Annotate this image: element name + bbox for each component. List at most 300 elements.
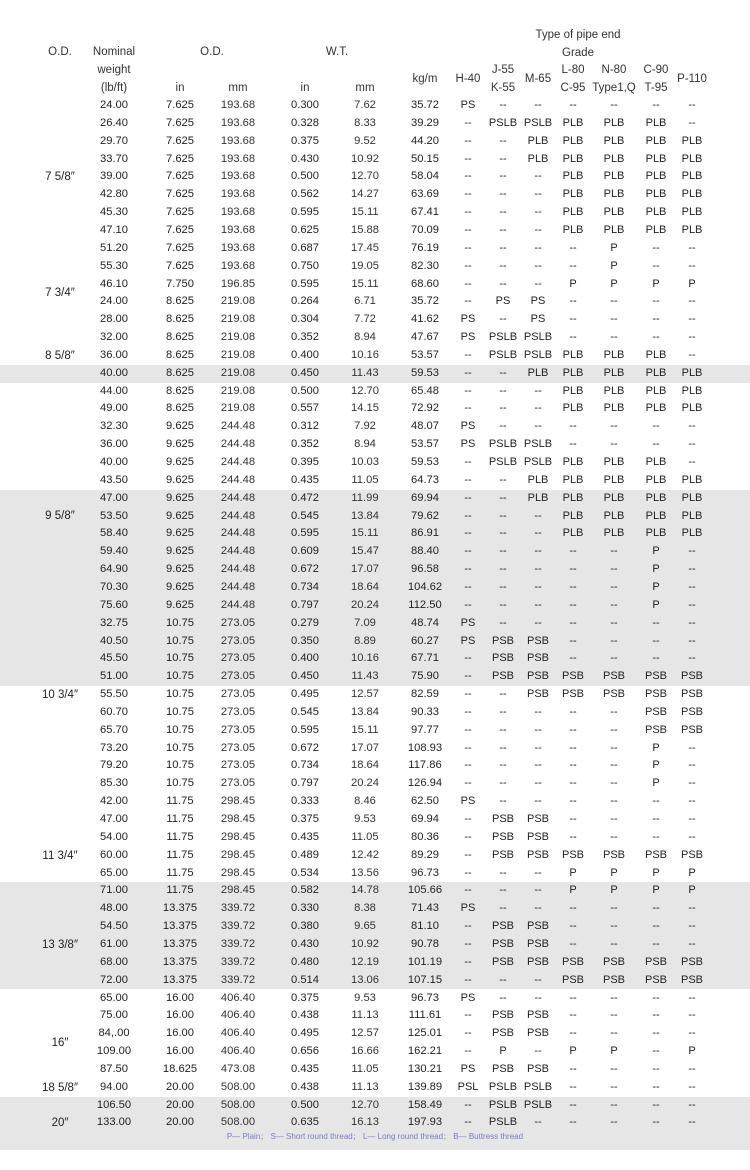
cell-wt-in: 0.595 <box>291 527 319 540</box>
table-row <box>0 115 750 133</box>
cell-l80: P <box>569 884 577 897</box>
od-label: 20″ <box>51 1117 69 1130</box>
cell-h40: -- <box>464 384 472 397</box>
cell-nominal-weight: 51.00 <box>100 670 128 683</box>
cell-h40: -- <box>464 830 472 843</box>
table-row <box>0 686 750 704</box>
cell-l80: PLB <box>562 509 584 522</box>
cell-h40: -- <box>464 848 472 861</box>
header-grade-type1q: Type1,Q <box>592 82 636 94</box>
cell-p110: PLB <box>681 527 703 540</box>
cell-j55: -- <box>499 206 507 219</box>
cell-j55: PSB <box>491 1027 515 1040</box>
cell-wt-in: 0.595 <box>291 723 319 736</box>
cell-od-in: 7.625 <box>166 206 194 219</box>
cell-m65: PSB <box>526 937 550 950</box>
cell-n80: PLB <box>603 116 625 129</box>
cell-od-mm: 473.08 <box>220 1062 256 1075</box>
cell-wt-in: 0.430 <box>291 152 319 165</box>
cell-wt-in: 0.375 <box>291 991 319 1004</box>
cell-kg-per-m: 41.62 <box>411 313 439 326</box>
cell-h40: -- <box>464 937 472 950</box>
cell-p110: PLB <box>681 188 703 201</box>
cell-wt-in: 0.797 <box>291 598 319 611</box>
table-row <box>0 954 750 972</box>
cell-wt-in: 0.438 <box>291 1009 319 1022</box>
table-row <box>0 186 750 204</box>
cell-nominal-weight: 32.30 <box>100 420 128 433</box>
cell-m65: -- <box>534 616 542 629</box>
cell-h40: -- <box>464 402 472 415</box>
header-od: O.D. <box>48 46 72 58</box>
cell-h40: -- <box>464 866 472 879</box>
od-label: 7 3/4″ <box>45 287 75 300</box>
cell-p110: PLB <box>681 366 703 379</box>
cell-p110: PLB <box>681 152 703 165</box>
cell-wt-in: 0.333 <box>291 795 319 808</box>
cell-wt-in: 0.489 <box>291 848 319 861</box>
cell-wt-mm: 17.07 <box>351 741 379 754</box>
cell-l80: PLB <box>562 527 584 540</box>
cell-p110: PSB <box>680 848 704 861</box>
cell-m65: PSB <box>526 1027 550 1040</box>
cell-nominal-weight: 59.40 <box>100 545 128 558</box>
cell-m65: -- <box>534 527 542 540</box>
cell-l80: -- <box>569 1027 577 1040</box>
cell-n80: -- <box>610 741 618 754</box>
table-row <box>0 293 750 311</box>
cell-h40: -- <box>464 777 472 790</box>
cell-n80: P <box>610 259 618 272</box>
cell-od-mm: 193.68 <box>220 116 256 129</box>
cell-wt-in: 0.472 <box>291 491 319 504</box>
cell-od-in: 7.625 <box>166 152 194 165</box>
cell-l80: PLB <box>562 134 584 147</box>
table-row <box>0 811 750 829</box>
cell-n80: -- <box>610 723 618 736</box>
cell-od-mm: 273.05 <box>220 688 256 701</box>
cell-nominal-weight: 36.00 <box>100 438 128 451</box>
cell-m65: PSLB <box>523 456 553 468</box>
cell-p110: -- <box>688 116 696 129</box>
cell-j55: PSB <box>491 634 515 647</box>
cell-wt-mm: 15.88 <box>351 223 379 236</box>
cell-kg-per-m: 60.27 <box>411 634 439 647</box>
cell-m65: PSB <box>526 688 550 701</box>
cell-c90: PSB <box>644 705 668 718</box>
cell-j55: -- <box>499 580 507 593</box>
header-nominal-2: weight <box>97 64 131 76</box>
cell-c90: PLB <box>645 456 667 468</box>
cell-m65: PLB <box>527 491 549 504</box>
cell-l80: -- <box>569 420 577 433</box>
cell-m65: PSLB <box>523 1098 553 1111</box>
cell-h40: PS <box>460 795 476 808</box>
cell-n80: -- <box>610 920 618 933</box>
cell-p110: -- <box>688 902 696 915</box>
table-row <box>0 383 750 401</box>
cell-j55: -- <box>499 527 507 540</box>
cell-n80: -- <box>610 759 618 772</box>
cell-od-mm: 244.48 <box>220 509 256 522</box>
cell-wt-in: 0.500 <box>291 384 319 397</box>
cell-od-in: 7.625 <box>166 116 194 129</box>
cell-c90: -- <box>652 830 660 843</box>
cell-od-in: 11.75 <box>166 813 194 825</box>
cell-p110: -- <box>688 456 696 468</box>
cell-od-in: 9.625 <box>166 438 194 451</box>
table-row <box>0 1025 750 1043</box>
cell-l80: P <box>569 866 577 879</box>
cell-p110: PSB <box>680 688 704 701</box>
cell-kg-per-m: 63.69 <box>411 188 439 201</box>
cell-p110: PSB <box>680 955 704 968</box>
cell-nominal-weight: 45.30 <box>100 206 128 219</box>
table-row <box>0 972 750 990</box>
cell-m65: PSB <box>526 920 550 933</box>
cell-kg-per-m: 162.21 <box>407 1045 443 1058</box>
table-row <box>0 1061 750 1079</box>
cell-wt-in: 0.375 <box>291 134 319 147</box>
cell-wt-in: 0.495 <box>291 688 319 701</box>
cell-nominal-weight: 45.50 <box>100 652 128 665</box>
cell-wt-mm: 12.42 <box>351 848 379 861</box>
table-row <box>0 668 750 686</box>
cell-n80: -- <box>610 813 618 825</box>
cell-p110: -- <box>688 545 696 558</box>
cell-j55: PSB <box>491 830 515 843</box>
cell-m65: -- <box>534 902 542 915</box>
cell-h40: PS <box>460 991 476 1004</box>
cell-nominal-weight: 87.50 <box>100 1062 128 1075</box>
cell-l80: PLB <box>562 366 584 379</box>
header-grade-k55: K-55 <box>490 82 516 94</box>
cell-j55: PSB <box>491 670 515 683</box>
cell-m65: PLB <box>527 473 549 486</box>
header-od-mm: mm <box>228 82 248 94</box>
cell-nominal-weight: 72.00 <box>100 973 128 986</box>
cell-kg-per-m: 53.57 <box>411 348 439 361</box>
cell-l80: PSB <box>561 688 585 701</box>
cell-wt-mm: 13.06 <box>351 973 379 986</box>
cell-l80: -- <box>569 598 577 611</box>
cell-h40: -- <box>464 580 472 593</box>
cell-od-in: 9.625 <box>166 420 194 433</box>
cell-m65: PSB <box>526 652 550 665</box>
cell-od-mm: 273.05 <box>220 670 256 683</box>
table-row <box>0 900 750 918</box>
cell-od-mm: 244.48 <box>220 420 256 433</box>
cell-c90: PSB <box>644 955 668 968</box>
cell-m65: -- <box>534 188 542 201</box>
cell-h40: -- <box>464 920 472 933</box>
table-row <box>0 597 750 615</box>
cell-wt-mm: 12.70 <box>351 384 379 397</box>
cell-h40: -- <box>464 598 472 611</box>
cell-p110: -- <box>688 1098 696 1111</box>
cell-nominal-weight: 47.00 <box>100 813 128 825</box>
cell-c90: -- <box>652 616 660 629</box>
cell-kg-per-m: 35.72 <box>411 99 439 111</box>
cell-l80: -- <box>569 902 577 915</box>
od-label: 18 5/8″ <box>41 1081 79 1094</box>
cell-wt-mm: 10.92 <box>351 937 379 950</box>
cell-n80: -- <box>610 1116 618 1129</box>
cell-od-in: 8.625 <box>166 331 194 344</box>
cell-n80: PLB <box>603 456 625 468</box>
cell-wt-mm: 16.66 <box>351 1045 379 1058</box>
cell-wt-mm: 12.57 <box>351 1027 379 1040</box>
cell-h40: -- <box>464 973 472 986</box>
cell-kg-per-m: 59.53 <box>411 456 439 468</box>
cell-j55: PSLB <box>488 438 518 451</box>
cell-wt-in: 0.264 <box>291 295 319 308</box>
cell-wt-mm: 18.64 <box>351 759 379 772</box>
cell-p110: -- <box>688 580 696 593</box>
cell-p110: PLB <box>681 206 703 219</box>
cell-wt-mm: 20.24 <box>351 777 379 790</box>
cell-od-mm: 219.08 <box>220 384 256 397</box>
cell-m65: -- <box>534 402 542 415</box>
cell-j55: PSB <box>491 652 515 665</box>
cell-c90: -- <box>652 313 660 326</box>
table-row <box>0 400 750 418</box>
cell-od-in: 16.00 <box>166 1045 194 1058</box>
cell-od-in: 9.625 <box>166 598 194 611</box>
cell-wt-in: 0.595 <box>291 206 319 219</box>
cell-wt-in: 0.609 <box>291 545 319 558</box>
cell-wt-mm: 7.62 <box>354 99 376 111</box>
cell-n80: PSB <box>602 848 626 861</box>
header-grade-c90: C-90 <box>643 64 669 76</box>
cell-wt-mm: 9.53 <box>354 813 376 825</box>
cell-n80: PLB <box>603 473 625 486</box>
cell-m65: PSB <box>526 848 550 861</box>
cell-nominal-weight: 64.90 <box>100 563 128 576</box>
table-row <box>0 168 750 186</box>
cell-c90: -- <box>652 259 660 272</box>
cell-od-in: 10.75 <box>166 705 194 718</box>
cell-l80: -- <box>569 1080 577 1093</box>
cell-l80: -- <box>569 920 577 933</box>
cell-l80: PLB <box>562 456 584 468</box>
cell-h40: -- <box>464 1116 472 1129</box>
header-kgm: kg/m <box>412 73 438 85</box>
table-row <box>0 990 750 1008</box>
cell-c90: -- <box>652 652 660 665</box>
cell-h40: -- <box>464 563 472 576</box>
cell-n80: PLB <box>603 134 625 147</box>
od-label: 11 3/4″ <box>42 849 78 862</box>
cell-od-mm: 508.00 <box>220 1080 256 1093</box>
cell-j55: PSLB <box>488 456 518 468</box>
cell-wt-in: 0.352 <box>291 331 319 344</box>
cell-od-mm: 193.68 <box>220 206 256 219</box>
cell-l80: -- <box>569 1009 577 1022</box>
table-row <box>0 490 750 508</box>
cell-od-mm: 298.45 <box>220 866 256 879</box>
cell-wt-mm: 13.84 <box>351 705 379 718</box>
cell-l80: -- <box>569 616 577 629</box>
cell-l80: PLB <box>562 188 584 201</box>
cell-od-mm: 339.72 <box>220 902 256 915</box>
cell-nominal-weight: 51.20 <box>100 241 128 254</box>
cell-p110: -- <box>688 830 696 843</box>
cell-n80: P <box>610 277 618 290</box>
cell-kg-per-m: 107.15 <box>407 973 443 986</box>
cell-h40: -- <box>464 545 472 558</box>
cell-p110: -- <box>688 652 696 665</box>
cell-n80: -- <box>610 652 618 665</box>
cell-h40: -- <box>464 652 472 665</box>
table-row <box>0 97 750 115</box>
cell-c90: -- <box>652 331 660 344</box>
cell-c90: PSB <box>644 973 668 986</box>
cell-kg-per-m: 48.74 <box>411 616 439 629</box>
cell-od-mm: 508.00 <box>220 1098 256 1111</box>
cell-l80: -- <box>569 991 577 1004</box>
cell-od-mm: 244.48 <box>220 598 256 611</box>
cell-c90: -- <box>652 99 660 111</box>
cell-m65: PSB <box>526 955 550 968</box>
table-row <box>0 454 750 472</box>
cell-h40: -- <box>464 456 472 468</box>
cell-l80: PLB <box>562 384 584 397</box>
cell-c90: -- <box>652 795 660 808</box>
cell-l80: -- <box>569 795 577 808</box>
cell-j55: -- <box>499 616 507 629</box>
cell-l80: PLB <box>562 170 584 183</box>
cell-nominal-weight: 40.00 <box>100 456 128 468</box>
cell-m65: -- <box>534 741 542 754</box>
cell-p110: -- <box>688 1009 696 1022</box>
cell-j55: -- <box>499 545 507 558</box>
table-row <box>0 133 750 151</box>
cell-p110: -- <box>688 1080 696 1093</box>
cell-n80: PSB <box>602 973 626 986</box>
cell-kg-per-m: 62.50 <box>411 795 439 808</box>
cell-od-mm: 244.48 <box>220 456 256 468</box>
cell-h40: PS <box>460 1062 476 1075</box>
cell-c90: -- <box>652 295 660 308</box>
cell-kg-per-m: 71.43 <box>411 902 439 915</box>
cell-od-in: 9.625 <box>166 473 194 486</box>
cell-nominal-weight: 43.50 <box>100 473 128 486</box>
cell-m65: -- <box>534 991 542 1004</box>
cell-wt-mm: 11.05 <box>351 1062 379 1075</box>
cell-n80: P <box>610 241 618 254</box>
header-wt-mm: mm <box>355 82 375 94</box>
cell-j55: -- <box>499 241 507 254</box>
cell-od-mm: 219.08 <box>220 402 256 415</box>
cell-od-in: 20.00 <box>166 1116 194 1129</box>
cell-od-mm: 219.08 <box>220 348 256 361</box>
cell-l80: PLB <box>562 206 584 219</box>
cell-p110: PLB <box>681 134 703 147</box>
cell-n80: PLB <box>603 491 625 504</box>
cell-wt-in: 0.395 <box>291 456 319 468</box>
cell-c90: PSB <box>644 848 668 861</box>
cell-od-mm: 244.48 <box>220 527 256 540</box>
cell-m65: -- <box>534 795 542 808</box>
cell-p110: PSB <box>680 705 704 718</box>
cell-c90: -- <box>652 1116 660 1129</box>
cell-j55: -- <box>499 152 507 165</box>
cell-wt-in: 0.495 <box>291 1027 319 1040</box>
cell-h40: -- <box>464 491 472 504</box>
cell-l80: PSB <box>561 848 585 861</box>
cell-j55: -- <box>499 170 507 183</box>
cell-l80: -- <box>569 1062 577 1075</box>
table-row <box>0 329 750 347</box>
cell-wt-mm: 19.05 <box>351 259 379 272</box>
cell-od-mm: 193.68 <box>220 99 256 111</box>
cell-od-mm: 273.05 <box>220 741 256 754</box>
cell-od-mm: 244.48 <box>220 563 256 576</box>
cell-l80: -- <box>569 759 577 772</box>
cell-m65: PS <box>530 313 546 326</box>
cell-wt-mm: 9.52 <box>354 134 376 147</box>
cell-p110: PLB <box>681 170 703 183</box>
cell-m65: -- <box>534 580 542 593</box>
cell-p110: -- <box>688 295 696 308</box>
cell-h40: PS <box>460 634 476 647</box>
cell-kg-per-m: 69.94 <box>411 813 439 825</box>
table-row <box>0 704 750 722</box>
od-label: 7 5/8″ <box>45 171 75 184</box>
cell-kg-per-m: 101.19 <box>407 955 443 968</box>
header-wt: W.T. <box>325 46 349 58</box>
cell-nominal-weight: 71.00 <box>100 884 128 897</box>
cell-wt-mm: 14.15 <box>351 402 379 415</box>
cell-wt-in: 0.557 <box>291 402 319 415</box>
cell-m65: -- <box>534 563 542 576</box>
cell-od-in: 7.625 <box>166 259 194 272</box>
cell-j55: PSB <box>491 848 515 861</box>
cell-n80: -- <box>610 1027 618 1040</box>
cell-p110: PSB <box>680 973 704 986</box>
cell-kg-per-m: 64.73 <box>411 473 439 486</box>
cell-wt-in: 0.400 <box>291 348 319 361</box>
cell-nominal-weight: 32.75 <box>100 616 128 629</box>
cell-kg-per-m: 81.10 <box>411 920 439 933</box>
table-row <box>0 151 750 169</box>
header-od-in: in <box>175 82 185 94</box>
cell-l80: PLB <box>562 348 584 361</box>
cell-kg-per-m: 82.59 <box>411 688 439 701</box>
table-row <box>0 418 750 436</box>
table-row <box>0 222 750 240</box>
cell-od-mm: 273.05 <box>220 777 256 790</box>
cell-nominal-weight: 47.00 <box>100 491 128 504</box>
table-row <box>0 829 750 847</box>
table-row <box>0 1043 750 1061</box>
cell-j55: -- <box>499 884 507 897</box>
cell-p110: -- <box>688 598 696 611</box>
cell-n80: PLB <box>603 366 625 379</box>
cell-wt-in: 0.438 <box>291 1080 319 1093</box>
cell-od-in: 7.625 <box>166 223 194 236</box>
cell-wt-mm: 7.92 <box>354 420 376 433</box>
cell-c90: P <box>652 277 660 290</box>
table-row <box>0 936 750 954</box>
cell-wt-in: 0.400 <box>291 652 319 665</box>
cell-wt-in: 0.672 <box>291 741 319 754</box>
cell-wt-in: 0.672 <box>291 563 319 576</box>
cell-od-mm: 193.68 <box>220 134 256 147</box>
cell-l80: -- <box>569 937 577 950</box>
cell-j55: -- <box>499 99 507 111</box>
